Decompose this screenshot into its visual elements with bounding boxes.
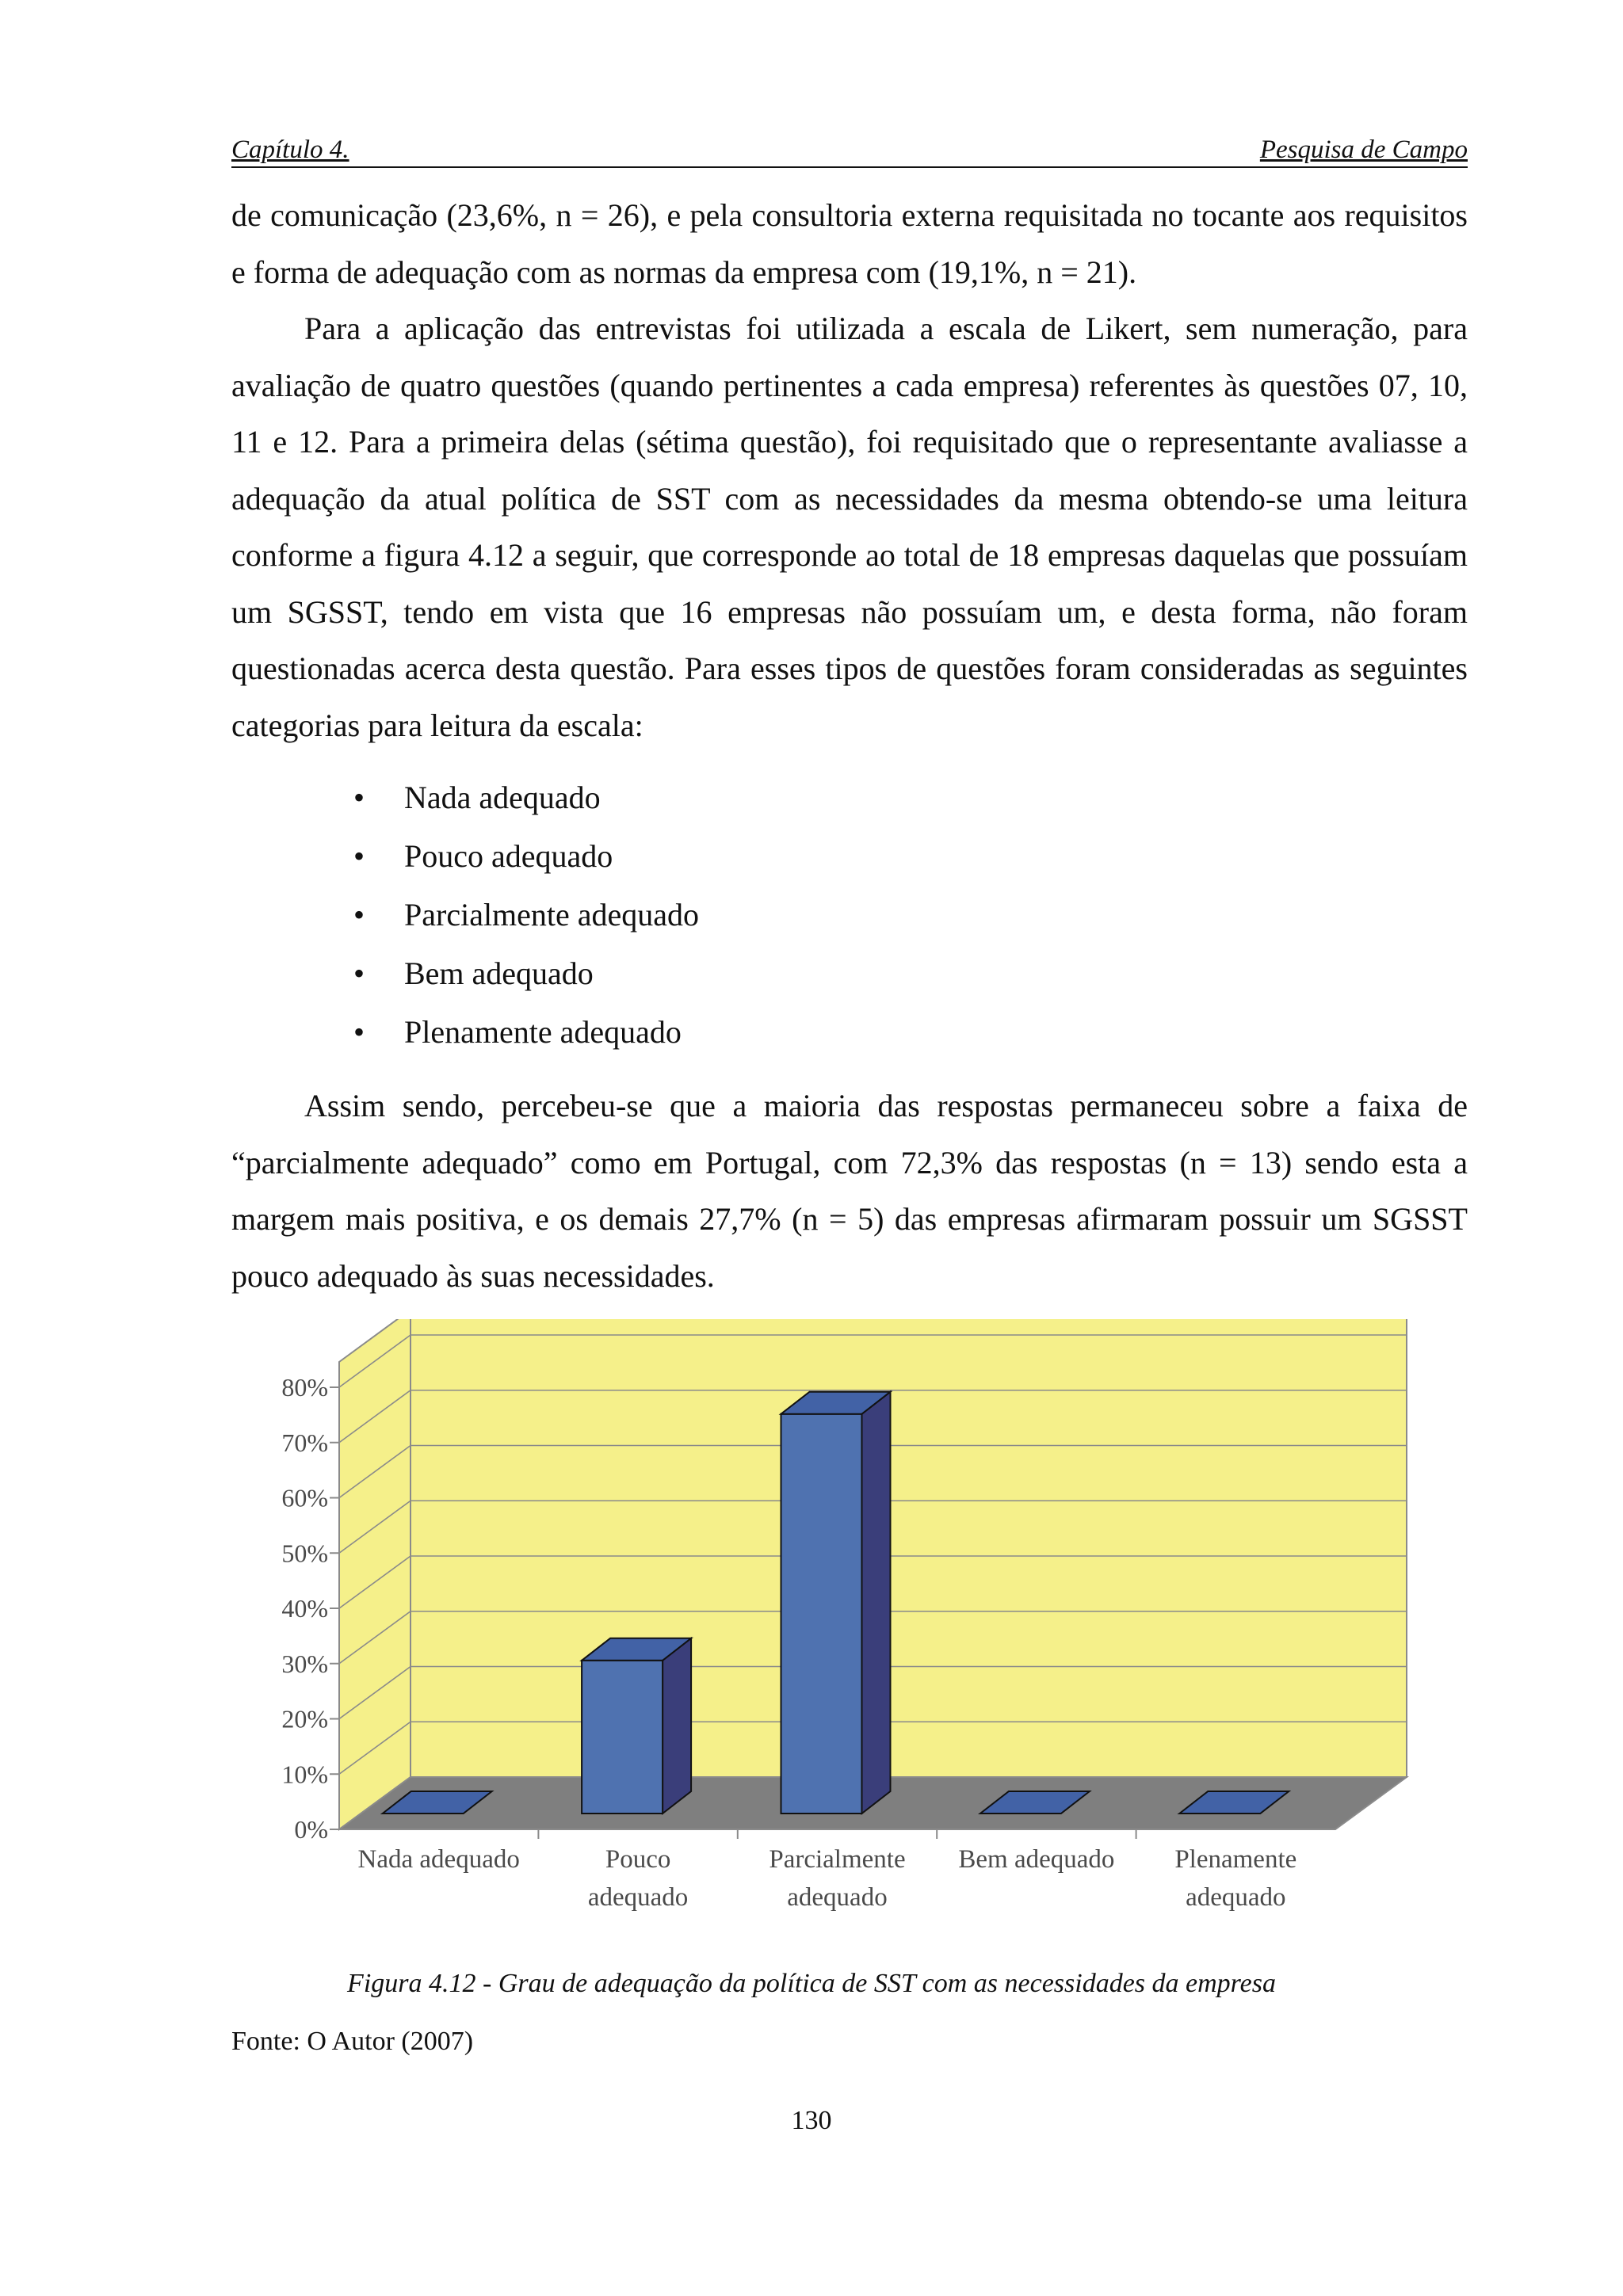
x-tick-label: adequado bbox=[587, 1883, 689, 1912]
y-tick-label: 10% bbox=[281, 1760, 328, 1789]
page-number: 130 bbox=[791, 2106, 832, 2135]
list-item bbox=[342, 944, 699, 1003]
y-tick-label: 30% bbox=[281, 1649, 328, 1678]
paragraph-2: Para a aplicação das entrevistas foi utilizada a escala de Likert, sem numeração, para avaliação de quatro questões (quando pertinentes a cada empresa) referentes às questões 07, 10, 11 e 12. Para a primeira delas (sétima questão), foi requisitado que o representante avaliasse a adequação da atual política de SST com as necessidades da mesma obtendo-se uma leitura conforme a figura 4.12 a seguir, que corresponde ao total de 18 empresas daquelas que possuíam um SGSST, tendo em vista que 16 empresas não possuíam um, e desta forma, não foram questionadas acerca desta questão. Para esses tipos de questões foram consideradas as seguintes categorias para leitura da escala: bbox=[231, 311, 1468, 743]
chart-back-wall bbox=[411, 1319, 1407, 1777]
body-text bbox=[231, 187, 1468, 753]
bar-chart bbox=[262, 1319, 1450, 1953]
bar bbox=[781, 1414, 862, 1814]
section-label: Pesquisa de Campo bbox=[1259, 135, 1468, 164]
list-item-label: Nada adequado bbox=[404, 780, 601, 815]
bullet-glyph: • bbox=[353, 780, 365, 815]
chapter-label: Capítulo 4. bbox=[231, 135, 349, 164]
chart-canvas bbox=[262, 1319, 1450, 1953]
bar-side bbox=[663, 1638, 691, 1814]
list-item bbox=[342, 1003, 699, 1062]
y-tick-label: 50% bbox=[281, 1539, 328, 1568]
x-tick-label: Pouco bbox=[605, 1845, 671, 1874]
list-item-label: Pouco adequado bbox=[404, 838, 613, 874]
y-tick-label: 80% bbox=[281, 1373, 328, 1402]
bullet-glyph: • bbox=[353, 955, 365, 991]
y-tick-label: 20% bbox=[281, 1704, 328, 1733]
y-tick-label: 40% bbox=[281, 1594, 328, 1623]
x-tick-label: Plenamente bbox=[1174, 1845, 1297, 1874]
bullet-glyph: • bbox=[353, 897, 365, 933]
x-tick-label: adequado bbox=[787, 1883, 888, 1912]
list-item-label: Parcialmente adequado bbox=[404, 897, 700, 933]
x-tick-label: adequado bbox=[1186, 1883, 1286, 1912]
paragraph-3: Assim sendo, percebeu-se que a maioria das respostas permaneceu sobre a faixa de “parcialmente adequado” como em Portugal, com 72,3% das respostas (n = 13) sendo esta a margem mais positiva, e os demais 27,7% (n = 5) das empresas afirmaram possuir um SGSST pouco adequado às suas necessidades. bbox=[231, 1088, 1468, 1294]
x-tick-label: Bem adequado bbox=[958, 1845, 1115, 1874]
bar bbox=[582, 1661, 663, 1814]
list-item bbox=[342, 769, 699, 827]
list-item bbox=[342, 886, 699, 944]
bullet-glyph: • bbox=[353, 1014, 365, 1050]
list-item-label: Bem adequado bbox=[404, 955, 594, 991]
chart-side-wall bbox=[339, 1319, 411, 1829]
y-tick-label: 0% bbox=[294, 1815, 328, 1844]
bar-side bbox=[862, 1392, 891, 1814]
running-header bbox=[231, 133, 1468, 168]
paragraph-1: de comunicação (23,6%, n = 26), e pela consultoria externa requisitada no tocante aos requisitos e forma de adequação com as normas da empresa com (19,1%, n = 21). bbox=[231, 197, 1468, 290]
list-item bbox=[342, 827, 699, 886]
list-item-label: Plenamente adequado bbox=[404, 1014, 682, 1050]
x-tick-label: Parcialmente bbox=[769, 1845, 906, 1874]
x-tick-label: Nada adequado bbox=[357, 1845, 520, 1874]
y-tick-label: 70% bbox=[281, 1428, 328, 1457]
bullet-glyph: • bbox=[353, 838, 365, 874]
y-tick-label: 60% bbox=[281, 1483, 328, 1512]
likert-category-list bbox=[342, 769, 699, 1062]
figure-caption: Figura 4.12 - Grau de adequação da política de SST com as necessidades da empresa bbox=[347, 1969, 1276, 1998]
figure-source: Fonte: O Autor (2007) bbox=[231, 2027, 474, 2056]
